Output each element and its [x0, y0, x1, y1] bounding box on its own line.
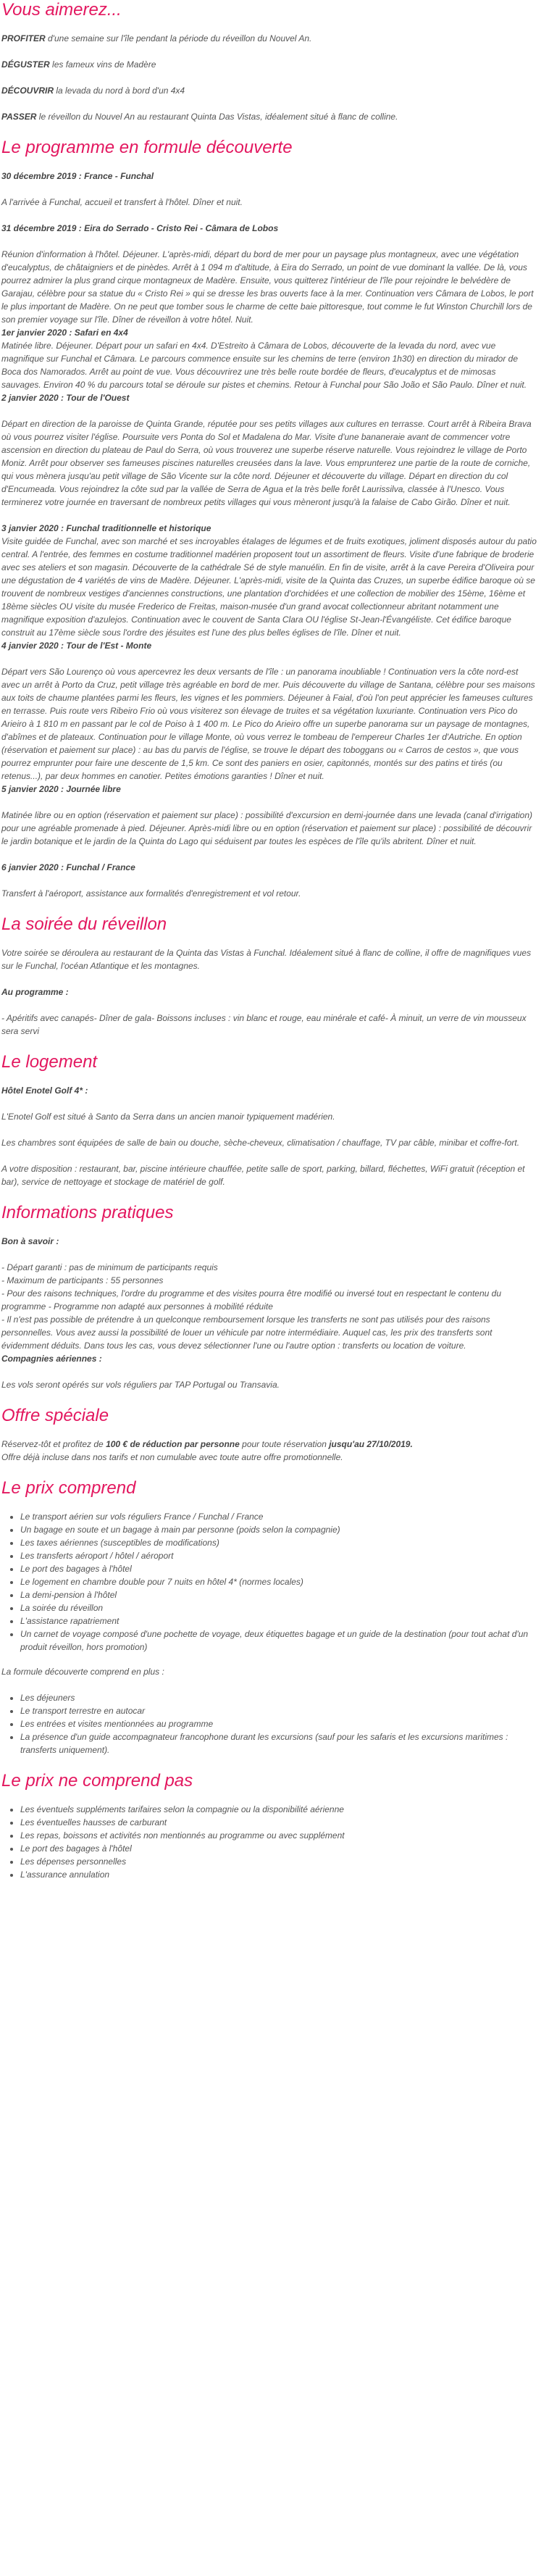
day-title — [1, 639, 537, 652]
day-3-text: Matinée libre. Déjeuner. Départ pour un safari en 4x4. D'Estreito à Câmara de Lobos, découverte de la levada du nord, avec vue magnifique sur Funchal et Câmara. Le parcours commence ensuite sur les chemins de terre (environ 1h30) en direction du mirador de Boca dos Namorados. Arrêt au point de vue. Vous découvrirez une très belle route bordée de fleurs, d'eucalyptus et de mimosas sauvages. Environ 40 % du parcours total se déroule sur pistes et chemins. Retour à Funchal pour São João et São Paulo. Dîner et nuit. — [1, 341, 527, 390]
section-title-vous-aimerez: Vous aimerez... — [1, 0, 122, 20]
section-title-programme: Le programme en formule découverte — [1, 138, 293, 157]
info-line: - Départ garanti : pas de minimum de participants requis — [1, 1262, 218, 1272]
offre-pre: Réservez-tôt et profitez de — [1, 1439, 106, 1449]
day-title — [1, 391, 537, 404]
formule-list — [1, 1691, 537, 1756]
day-title — [1, 522, 537, 535]
day-5-text: Visite guidée de Funchal, avec son marché et ses incroyables étalages de légumes et de fruits exotiques, joliment disposés autour du patio central. A l'entrée, des femmes en costume traditionnel madérien proposent tout un assortiment de fleurs. Visite d'une fabrique de broderie avec ses ateliers et son magasin. Découverte de la cathédrale Sé de style manuélin. En fin de visite, arrêt à la cave Pereira d'Oliveira pour une dégustation de 4 variétés de vins de Madère. Déjeuner. L'après-midi, visite de la Quinta das Cruzes, un superbe édifice baroque où se trouvent de nombreux vestiges d'anciennes constructions, une plantation d'orchidées et une collection de mobilier des 15ème, 16ème et 18ème siècles OU visite du musée Frederico de Freitas, maison-musée d'un grand avocat collectionneur abritant notamment une magnifique exposition d'azulejos. Continuation avec le couvent de Santa Clara OU l'église St-Jean-l'Évangéliste. Cet édifice baroque construit au 17ème siècle sous l'ordre des jésuites est l'une des plus belles églises de l'île. Dîner et nuit. — [1, 536, 537, 638]
au-programme-heading: Au programme : — [1, 987, 69, 997]
day-title — [1, 783, 537, 796]
section-title-soiree: La soirée du réveillon — [1, 914, 167, 934]
list-item: • Les taxes aériennes (susceptibles de modifications) — [20, 1536, 537, 1549]
section-title-logement: Le logement — [1, 1052, 98, 1072]
vous-aimerez-list — [1, 32, 537, 123]
list-item: • L'assistance rapatriement — [20, 1614, 537, 1627]
item-text: les fameux vins de Madère — [49, 59, 156, 70]
day-title — [1, 170, 537, 183]
list-item: • La demi-pension à l'hôtel — [20, 1588, 537, 1601]
hotel-name-line — [1, 1084, 537, 1097]
list-item: • Les déjeuners — [20, 1691, 537, 1704]
soiree-details: - Apéritifs avec canapés- Dîner de gala- Boissons incluses : vin blanc et rouge, eau minérale et café- À minuit, un verre de vin mousseux sera servi — [1, 1013, 527, 1036]
infos-lines — [1, 1261, 537, 1365]
day-6-text: Départ vers São Lourenço où vous apercevrez les deux versants de l'île : un panorama inoubliable ! Continuation vers la côte nord-est avec un arrêt à Porto da Cruz, petit village très agréable en bord de mer. Puis découverte du village de Santana, célèbre pour ses maisons aux toits de chaume plantées parmi les fleurs, les vignes et les pommiers. Déjeuner à Faial, d'où l'on peut apprécier les fameuses cultures en terrasse. Puis route vers Ribeiro Frio où vous visiterez son élevage de truites et sa végétation luxuriante. Continuation vers Pico do Arieiro à 1 810 m en passant par le col de Poiso à 1 400 m. Le Pico do Arieiro offre un superbe panorama sur un paysage de montagnes, d'abîmes et de plateaux. Continuation pour le village Monte, où vous verrez le tombeau de l'empereur Charles 1er d'Autriche. En option (réservation et paiement sur place) : au bas du parvis de l'église, se trouve le départ des toboggans ou « Carros de cestos », que vous pourrez emprunter pour faire une descente de 1,5 km. Ce sont des paniers en osier, capitonnés, montés sur des patins et tirés (ou retenus...), par deux hommes en canotier. Petites émotions garanties ! Dîner et nuit. — [1, 667, 535, 781]
vous-aimerez-item — [1, 58, 537, 71]
list-item: • Les éventuelles hausses de carburant — [20, 1816, 537, 1829]
vols-text: Les vols seront opérés sur vols réguliers par TAP Portugal ou Transavia. — [1, 1380, 280, 1390]
list-item: • Les entrées et visites mentionnées au programme — [20, 1717, 537, 1730]
day-8-title: 6 janvier 2020 : Funchal / France — [1, 862, 135, 872]
item-keyword: PASSER — [1, 112, 37, 122]
au-programme-label — [1, 985, 537, 999]
list-item: • L'assurance annulation — [20, 1868, 537, 1881]
list-item: • La présence d'un guide accompagnateur francophone durant les excursions (sauf pour les safaris et les excursions maritimes : transferts uniquement). — [20, 1730, 537, 1756]
vous-aimerez-item — [1, 32, 537, 45]
offre-line-2: Offre déjà incluse dans nos tarifs et non cumulable avec toute autre offre promotionnelle. — [1, 1452, 343, 1462]
logement-p1: L'Enotel Golf est situé à Santo da Serra dans un ancien manoir typiquement madérien. — [1, 1112, 335, 1122]
hotel-name: Hôtel Enotel Golf 4* : — [1, 1085, 88, 1096]
day-2-text: Réunion d'information à l'hôtel. Déjeuner. L'après-midi, départ du bord de mer pour un paysage plus montagneux, avec une végétation d'eucalyptus, de châtaigniers et de pinèdes. Arrêt à 1 094 m d'altitude, à Eira do Serrado, un point de vue dominant la vallée. De là, vous pourrez admirer la plus grand cirque montagneux de Madère. Ensuite, vous quitterez l'intérieur de l'île pour rejoindre le belvédère de Garajau, célèbre pour sa statue du « Cristo Rei » qui se dresse les bras ouverts face à la mer. Continuation vers Câmara de Lobos, le port le plus important de Madère. On ne peut que tomber sous le charme de cette baie pittoresque, tout comme le fut Winston Churchill lors de son premier voyage sur l'île. Dîner de réveillon à votre hôtel. Nuit. — [1, 249, 534, 325]
day-6-title: 4 janvier 2020 : Tour de l'Est - Monte — [1, 641, 152, 651]
day-5-title: 3 janvier 2020 : Funchal traditionnelle et historique — [1, 523, 211, 533]
list-item: • Le logement en chambre double pour 7 nuits en hôtel 4* (normes locales) — [20, 1575, 537, 1588]
info-line: - Pour des raisons techniques, l'ordre du programme et des visites pourra être modifié ou inversé tout en respectant le contenu du programme - Programme non adapté aux personnes à mobilité réduite — [1, 1288, 501, 1312]
item-keyword: PROFITER — [1, 33, 46, 43]
day-title — [1, 222, 537, 235]
programme-block — [1, 522, 537, 652]
programme-block — [1, 248, 537, 404]
list-item: • Un carnet de voyage composé d'une pochette de voyage, deux étiquettes bagage et un guide de la destination (pour tout achat d'un produit réveillon, hors promotion) — [20, 1627, 537, 1654]
day-1-text: A l'arrivée à Funchal, accueil et transfert à l'hôtel. Dîner et nuit. — [1, 197, 243, 207]
compagnies-heading: Compagnies aériennes : — [1, 1354, 102, 1364]
offre-discount: 100 € de réduction par personne — [106, 1439, 240, 1449]
day-2-title: 31 décembre 2019 : Eira do Serrado - Cristo Rei - Câmara de Lobos — [1, 223, 279, 233]
prix-comprend-list — [1, 1510, 537, 1654]
list-item: • Le port des bagages à l'hôtel — [20, 1842, 537, 1855]
logement-p3: A votre disposition : restaurant, bar, piscine intérieure chauffée, petite salle de sport, parking, billard, fléchettes, WiFi gratuit (réception et bar), service de nettoyage et stockage de matériel de golf. — [1, 1164, 525, 1187]
day-7-title: 5 janvier 2020 : Journée libre — [1, 784, 121, 794]
section-title-offre: Offre spéciale — [1, 1406, 109, 1425]
logement-p2: Les chambres sont équipées de salle de bain ou douche, sèche-cheveux, climatisation / chauffage, TV par câble, minibar et coffre-fort. — [1, 1138, 520, 1148]
list-item: • Les transferts aéroport / hôtel / aéroport — [20, 1549, 537, 1562]
day-title — [1, 326, 537, 339]
section-title-prix-ne-comprend: Le prix ne comprend pas — [1, 1771, 193, 1791]
day-4-text: Départ en direction de la paroisse de Quinta Grande, réputée pour ses petits villages aux cultures en terrasse. Court arrêt à Ribeira Brava où vous pourrez visiter l'église. Poursuite vers Ponta do Sol et Madalena do Mar. Visite d'une bananeraie avant de commencer votre ascension en direction du plateau de Paul do Serra, où vous trouverez une superbe réserve naturelle. Vous rejoindrez le village de Porto Moniz. Arrêt pour observer ses fameuses piscines naturelles creusées dans la lave. Vous emprunterez une partie de la route de corniche, qui vous mènera jusqu'au petit village de São Vicente sur la côte nord. Déjeuner et découverte du village. Départ en direction du col d'Encumeada. Vous rejoindrez la côte sud par la vallée de Serra de Agua et la très belle forêt Laurissilva, classée à l'Unesco. Vous terminerez votre journée en traversant de nombreux petits villages qui vous mèneront jusqu'à la falaise de Cabo Girão. Dîner et nuit. — [1, 419, 532, 507]
offre-line-1 — [1, 1438, 537, 1451]
offre-block — [1, 1438, 537, 1464]
day-8-text: Transfert à l'aéroport, assistance aux formalités d'enregistrement et vol retour. — [1, 888, 301, 899]
info-line: - Maximum de participants : 55 personnes — [1, 1275, 164, 1285]
list-item: • La soirée du réveillon — [20, 1601, 537, 1614]
item-keyword: DÉGUSTER — [1, 59, 50, 70]
list-item: • Le transport aérien sur vols réguliers France / Funchal / France — [20, 1510, 537, 1523]
day-4-title: 2 janvier 2020 : Tour de l'Ouest — [1, 393, 130, 403]
list-item: • Le transport terrestre en autocar — [20, 1704, 537, 1717]
item-text: le réveillon du Nouvel An au restaurant Quinta Das Vistas, idéalement situé à flanc de colline. — [36, 112, 398, 122]
day-3-title: 1er janvier 2020 : Safari en 4x4 — [1, 328, 128, 338]
day-1-title: 30 décembre 2019 : France - Funchal — [1, 171, 154, 181]
compagnies-line — [1, 1352, 537, 1365]
soiree-intro: Votre soirée se déroulera au restaurant de la Quinta das Vistas à Funchal. Idéalement situé à flanc de colline, il offre de magnifiques vues sur le Funchal, l'océan Atlantique et les montagnes. — [1, 948, 532, 971]
list-item: • Les éventuels suppléments tarifaires selon la compagnie ou la disponibilité aérienne — [20, 1803, 537, 1816]
day-title — [1, 861, 537, 874]
info-line: - Il n'est pas possible de prétendre à un quelconque remboursement lorsque les transferts ne sont pas utilisés pour des raisons personnelles. Vous avez aussi la possibilité de louer un véhicule par notre intermédiaire. Auquel cas, les prix des transferts sont évidemment déduits. Dans tous les cas, vous devez sélectionner l'une ou l'autre option : transferts ou location de voiture. — [1, 1314, 493, 1351]
offre-mid: pour toute réservation — [239, 1439, 330, 1449]
bon-a-savoir-heading: Bon à savoir : — [1, 1236, 59, 1246]
list-item: • Les dépenses personnelles — [20, 1855, 537, 1868]
bon-a-savoir-line — [1, 1235, 537, 1248]
item-text: d'une semaine sur l'île pendant la période du réveillon du Nouvel An. — [45, 33, 312, 43]
day-7-text: Matinée libre ou en option (réservation et paiement sur place) : possibilité d'excursion en demi-journée dans une levada (canal d'irrigation) pour une agréable promenade à pied. Déjeuner. Après-midi libre ou en option (réservation et paiement sur place) : possibilité de découvrir le jardin botanique et le jardin de la Quinta do Lago qui séduisent par toutes les espèces de l'île qu'ils abritent. Dîner et nuit. — [1, 810, 532, 846]
programme-block — [1, 665, 537, 796]
vous-aimerez-item — [1, 110, 537, 123]
list-item: • Le port des bagages à l'hôtel — [20, 1562, 537, 1575]
item-text: la levada du nord à bord d'un 4x4 — [54, 86, 185, 96]
formule-intro: La formule découverte comprend en plus : — [1, 1667, 164, 1677]
list-item: • Un bagage en soute et un bagage à main par personne (poids selon la compagnie) — [20, 1523, 537, 1536]
prix-ne-comprend-list — [1, 1803, 537, 1881]
item-keyword: DÉCOUVRIR — [1, 86, 54, 96]
vous-aimerez-item — [1, 84, 537, 97]
offre-deadline: jusqu'au 27/10/2019. — [329, 1439, 413, 1449]
section-title-prix-comprend: Le prix comprend — [1, 1478, 136, 1498]
list-item: • Les repas, boissons et activités non mentionnés au programme ou avec supplément — [20, 1829, 537, 1842]
section-title-infos: Informations pratiques — [1, 1203, 174, 1222]
